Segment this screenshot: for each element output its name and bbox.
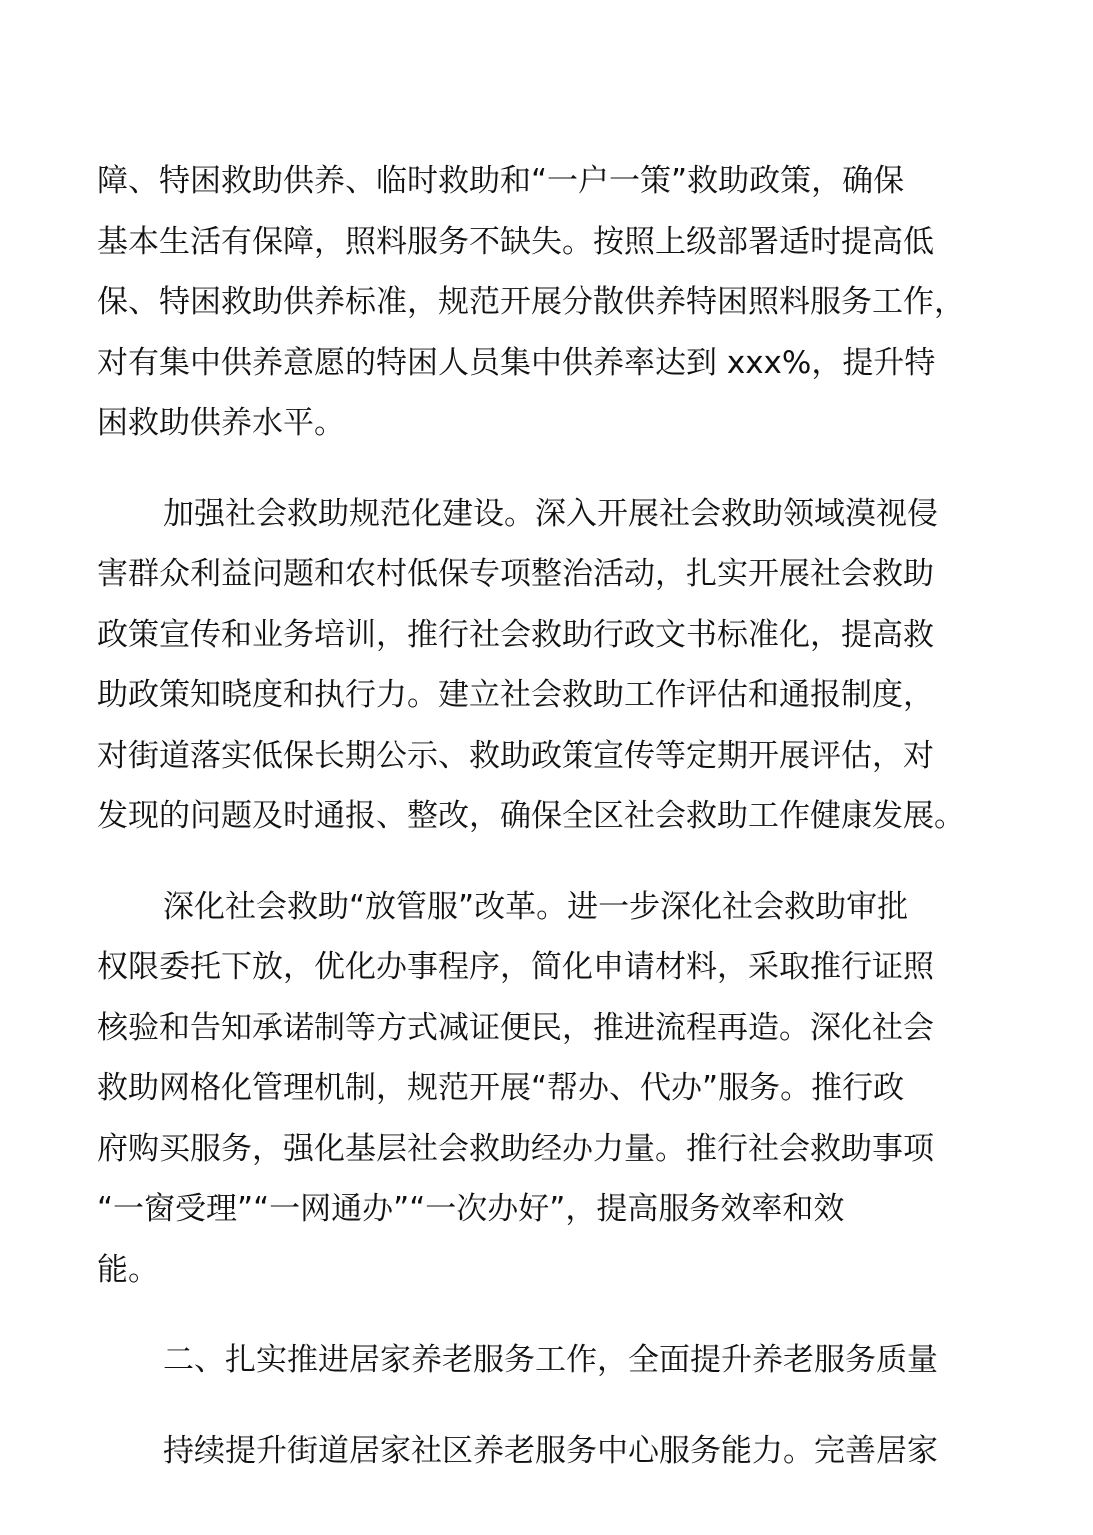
text-line: 府购买服务，强化基层社会救助经办力量。推行社会救助事项 bbox=[97, 1130, 934, 1167]
text-line: “一窗受理”“一网通办”“一次办好”，提高服务效率和效 bbox=[97, 1191, 845, 1227]
text-line: 权限委托下放，优化办事程序，简化申请材料，采取推行证照 bbox=[97, 949, 934, 985]
heading-line: 二、扎实推进居家养老服务工作，全面提升养老服务质量 bbox=[163, 1342, 938, 1378]
text-line: 核验和告知承诺制等方式减证便民，推进流程再造。深化社会 bbox=[97, 1009, 934, 1046]
paragraph-gap bbox=[97, 1391, 1037, 1421]
document-body bbox=[97, 151, 1037, 1481]
section-heading bbox=[97, 1330, 1037, 1391]
paragraph-gap bbox=[97, 1300, 1037, 1330]
text-line: 救助网格化管理机制，规范开展“帮办、代办”服务。推行政 bbox=[97, 1070, 905, 1106]
text-line: 对街道落实低保长期公示、救助政策宣传等定期开展评估，对 bbox=[97, 737, 934, 774]
paragraph-social-assistance-continuation bbox=[97, 151, 1037, 454]
text-line: 发现的问题及时通报、整改，确保全区社会救助工作健康发展。 bbox=[97, 798, 965, 834]
text-line: 困救助供养水平。 bbox=[97, 405, 345, 441]
text-line: 基本生活有保障，照料服务不缺失。按照上级部署适时提高低 bbox=[97, 223, 934, 260]
text-line: 保、特困救助供养标准，规范开展分散供养特困照料服务工作， bbox=[97, 284, 965, 320]
text-line: 加强社会救助规范化建设。深入开展社会救助领域漠视侵 bbox=[163, 495, 938, 532]
paragraph-gap bbox=[97, 454, 1037, 484]
text-line: 持续提升街道居家社区养老服务中心服务能力。完善居家 bbox=[163, 1432, 938, 1469]
paragraph-elderly-care bbox=[97, 1421, 1037, 1482]
text-line: 深化社会救助“放管服”改革。进一步深化社会救助审批 bbox=[163, 888, 909, 925]
text-line: 能。 bbox=[97, 1251, 159, 1288]
paragraph-reform bbox=[97, 877, 1037, 1301]
text-line: 障、特困救助供养、临时救助和“一户一策”救助政策，确保 bbox=[97, 163, 905, 199]
text-line: 对有集中供养意愿的特困人员集中供养率达到 xxx%，提升特 bbox=[97, 344, 936, 381]
text-line: 政策宣传和业务培训，推行社会救助行政文书标准化，提高救 bbox=[97, 616, 934, 653]
paragraph-gap bbox=[97, 847, 1037, 877]
text-line: 害群众利益问题和农村低保专项整治活动，扎实开展社会救助 bbox=[97, 556, 934, 592]
paragraph-standardization bbox=[97, 484, 1037, 847]
text-line: 助政策知晓度和执行力。建立社会救助工作评估和通报制度， bbox=[97, 677, 934, 713]
